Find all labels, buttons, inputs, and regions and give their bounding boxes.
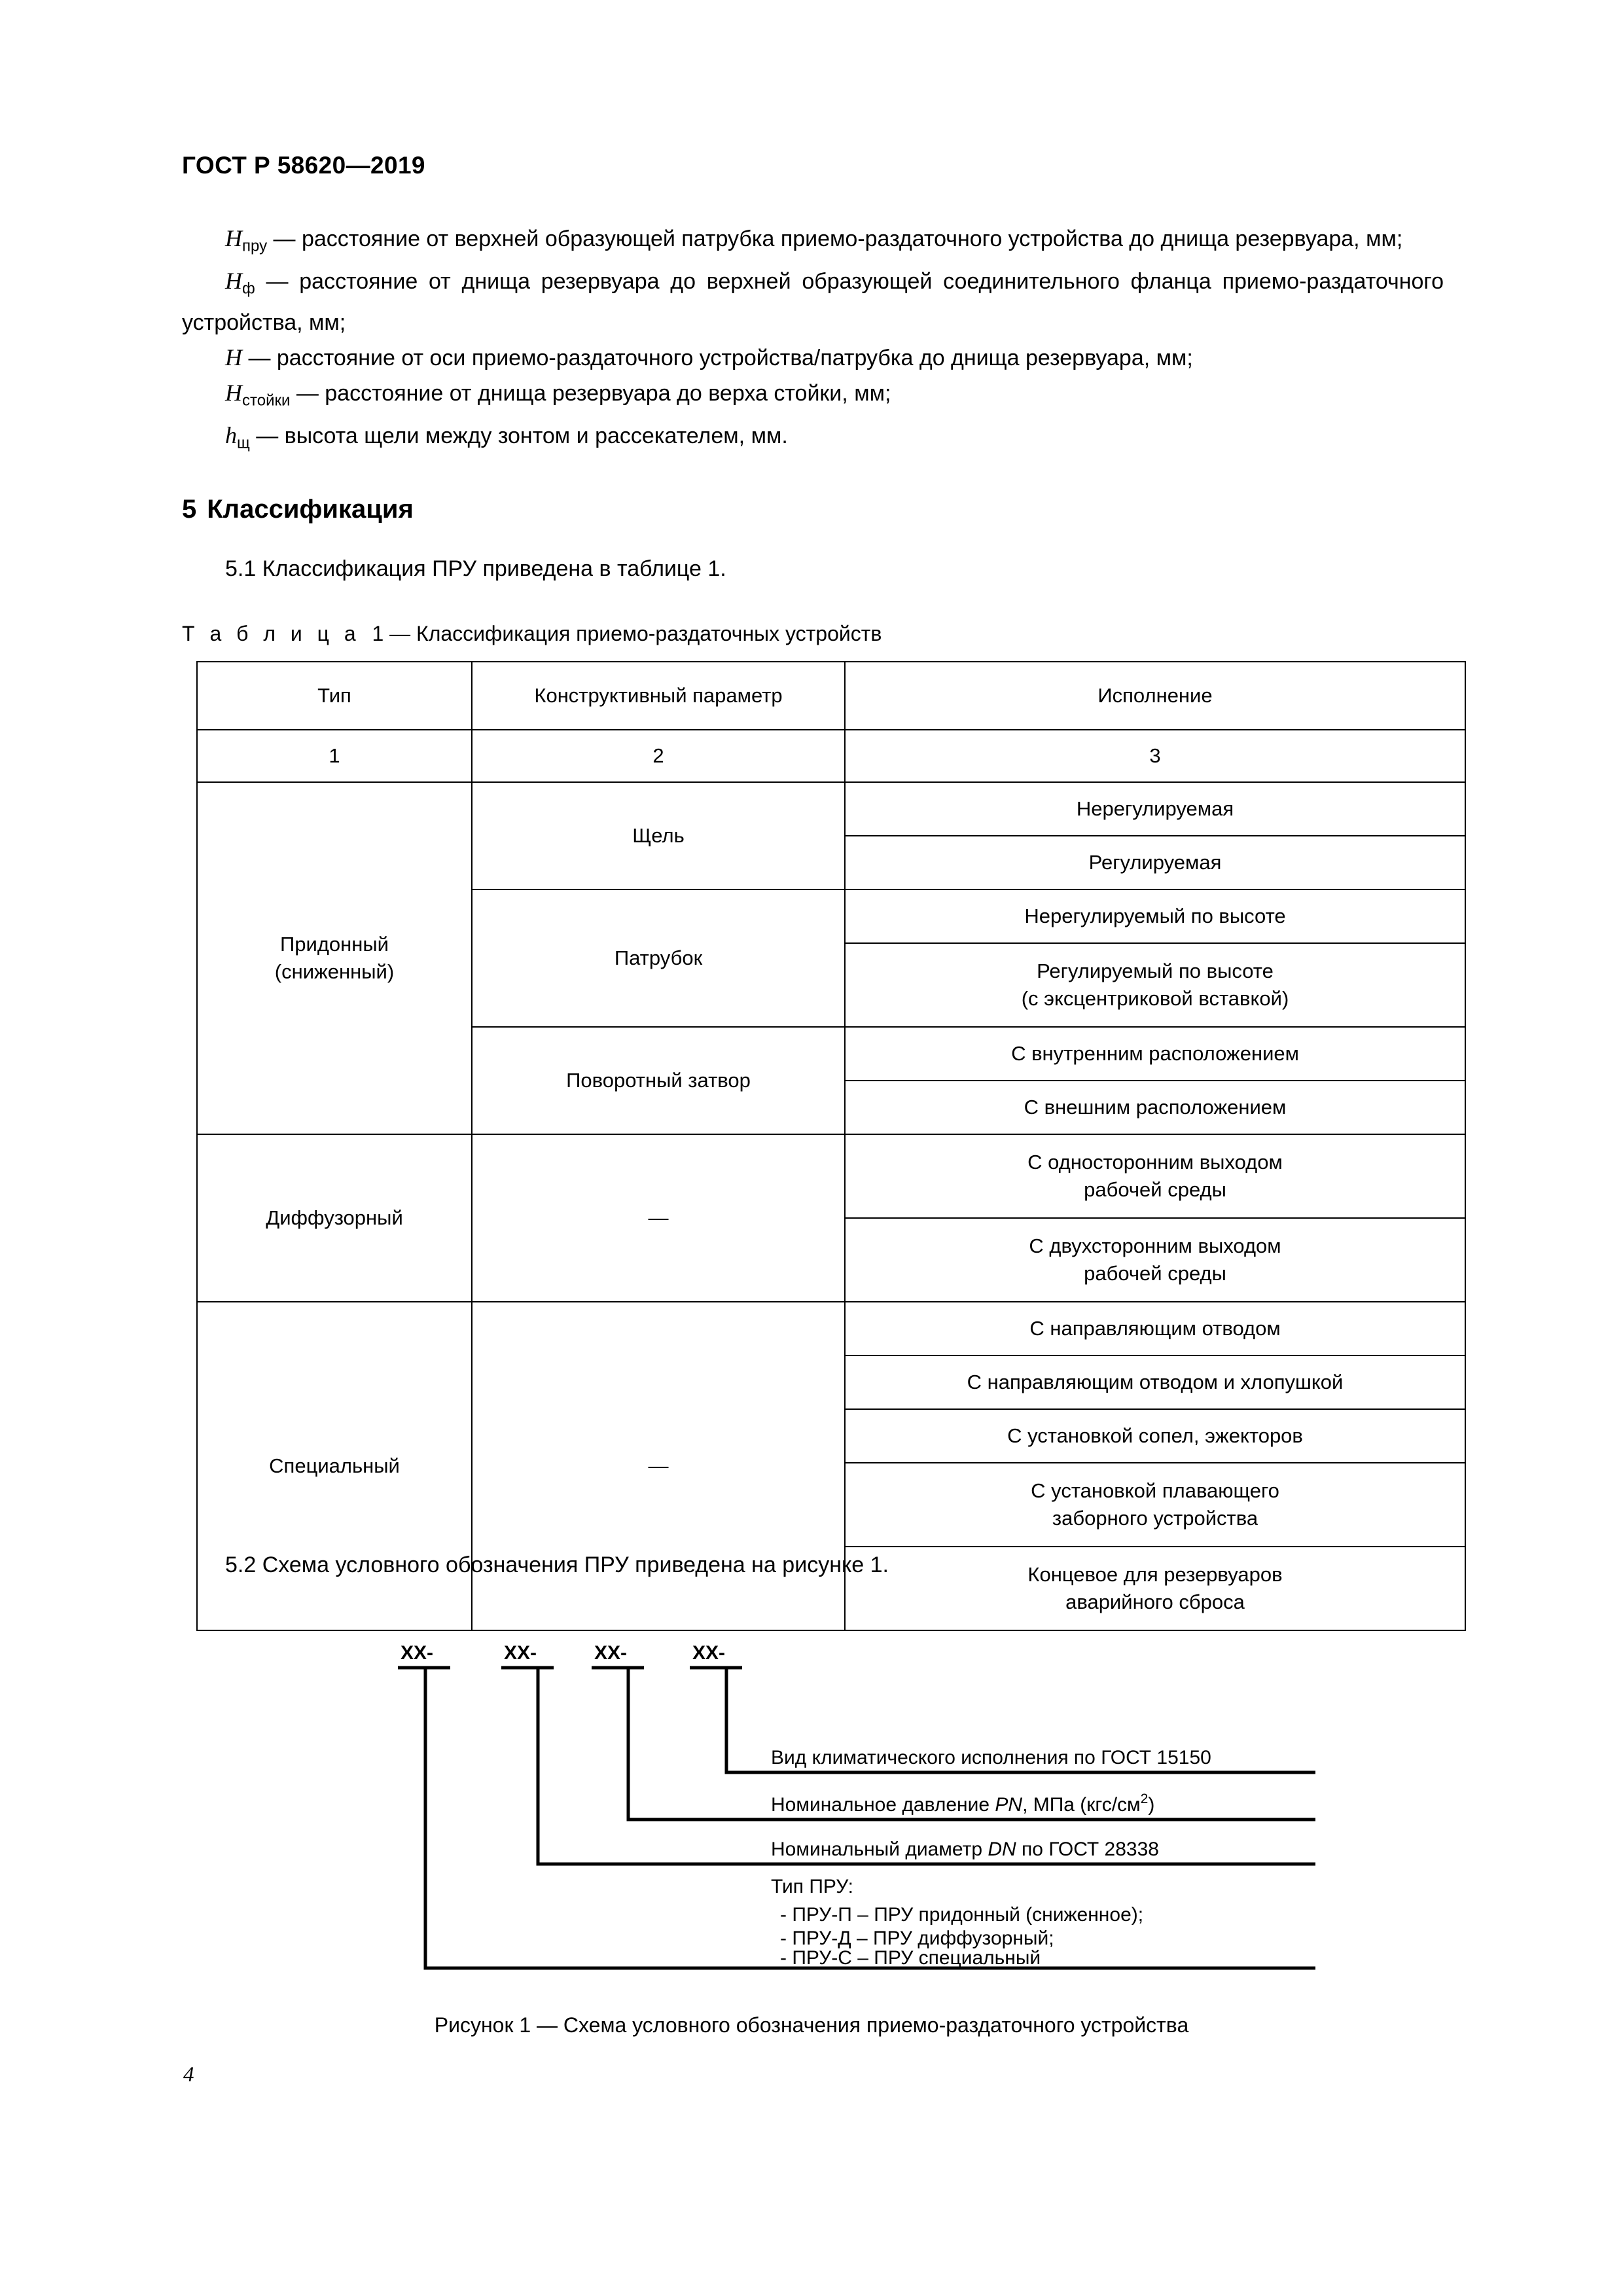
table-caption-dash: — xyxy=(389,622,411,645)
clause-5-2: 5.2 Схема условного обозначения ПРУ приведена на рисунке 1. xyxy=(225,1552,889,1577)
code-group-3: XX- xyxy=(594,1642,628,1664)
option-cell: Нерегулируемый по высоте xyxy=(845,889,1465,943)
table-caption-label: Т а б л и ц а xyxy=(182,622,361,645)
option-cell xyxy=(845,1463,1465,1547)
table-caption-title: Классификация приемо-раздаточных устройств xyxy=(416,622,882,645)
option-cell: С направляющим отводом и хлопушкой xyxy=(845,1355,1465,1409)
option-line-2: аварийного сброса xyxy=(1065,1590,1245,1613)
type-line-2: (сниженный) xyxy=(274,960,395,983)
code-groups xyxy=(401,1642,725,1664)
definition-text: — расстояние от днища резервуара до верхней образующей соединительного фланца приемо-раздаточного устройства, мм; xyxy=(182,268,1444,336)
param-cell-shchel: Щель xyxy=(472,782,845,889)
definition-text: — расстояние от верхней образующей патрубка приемо-раздаточного устройства до днища резервуара, мм; xyxy=(267,226,1403,251)
type-cell-spetsialnyy: Специальный xyxy=(197,1302,472,1630)
section-number: 5 xyxy=(182,495,197,524)
option-line-2: (с эксцентриковой вставкой) xyxy=(1021,987,1289,1010)
param-cell-dash: — xyxy=(472,1134,845,1302)
symbol-H-f: $H_ф$ xyxy=(225,267,255,298)
section-title: Классификация xyxy=(207,495,414,524)
table-caption xyxy=(182,622,882,646)
option-line-2: заборного устройства xyxy=(1052,1507,1258,1530)
table-column-number-row xyxy=(197,730,1465,782)
symbol-H-pru: $H_{пру}$ xyxy=(225,225,268,255)
figure-label-diameter: Номинальный диаметр DN по ГОСТ 28338 xyxy=(771,1839,1159,1860)
param-cell-povorotnyy-zatvor: Поворотный затвор xyxy=(472,1027,845,1134)
option-line-2: рабочей среды xyxy=(1084,1262,1226,1285)
table-header-row xyxy=(197,662,1465,730)
table-header-cell: Конструктивный параметр xyxy=(472,662,845,730)
definition-item xyxy=(182,340,1444,376)
table-row xyxy=(197,1302,1465,1355)
page-number: 4 xyxy=(183,2063,194,2087)
option-cell: С направляющим отводом xyxy=(845,1302,1465,1355)
table-row xyxy=(197,1134,1465,1218)
table-row xyxy=(197,782,1465,836)
option-line-2: рабочей среды xyxy=(1084,1178,1226,1201)
param-cell-dash: — xyxy=(472,1302,845,1630)
option-cell xyxy=(845,1218,1465,1302)
definition-text: — расстояние от днища резервуара до верха стойки, мм; xyxy=(290,381,891,406)
option-line-1: Концевое для резервуаров xyxy=(1027,1563,1283,1586)
table-header-cell: Тип xyxy=(197,662,472,730)
figure-label-climatic: Вид климатического исполнения по ГОСТ 15150 xyxy=(771,1747,1211,1768)
symbol-H: H xyxy=(225,344,242,371)
definition-item xyxy=(182,264,1444,341)
classification-table-wrapper xyxy=(196,661,1466,1631)
figure-caption: Рисунок 1 — Схема условного обозначения приемо-раздаточного устройства xyxy=(434,2013,1189,2037)
option-cell: С установкой сопел, эжекторов xyxy=(845,1409,1465,1463)
type-cell-pridonnyy xyxy=(197,782,472,1134)
figure-type-item-2: - ПРУ-Д – ПРУ диффузорный; xyxy=(780,1928,1054,1949)
option-line-1: Регулируемый по высоте xyxy=(1037,960,1274,982)
definition-item xyxy=(182,376,1444,418)
symbol-definitions xyxy=(182,221,1444,461)
column-number: 1 xyxy=(197,730,472,782)
option-line-1: С установкой плавающего xyxy=(1031,1479,1279,1502)
figure-type-item-3: - ПРУ-С – ПРУ специальный xyxy=(780,1947,1041,1969)
section-heading xyxy=(182,495,414,524)
option-cell xyxy=(845,1134,1465,1218)
option-cell: С внутренним расположением xyxy=(845,1027,1465,1081)
figure-type-block-title: Тип ПРУ: xyxy=(771,1876,853,1897)
param-cell-patrubok: Патрубок xyxy=(472,889,845,1027)
option-cell xyxy=(845,943,1465,1027)
symbol-H-stoyki: $H_{стойки}$ xyxy=(225,380,291,410)
definition-item xyxy=(182,418,1444,461)
document-header: ГОСТ Р 58620—2019 xyxy=(182,152,425,179)
type-line-1: Придонный xyxy=(279,933,389,956)
option-line-1: С двухсторонним выходом xyxy=(1029,1234,1281,1257)
table-header-cell: Исполнение xyxy=(845,662,1465,730)
symbol-h-shch: $h_щ$ xyxy=(225,422,250,452)
figure-type-item-1: - ПРУ-П – ПРУ придонный (сниженное); xyxy=(780,1904,1144,1926)
column-number: 2 xyxy=(472,730,845,782)
option-cell: Регулируемая xyxy=(845,836,1465,889)
code-group-4: XX- xyxy=(692,1642,726,1664)
option-line-1: С односторонним выходом xyxy=(1027,1151,1283,1174)
definition-text: — высота щели между зонтом и рассекателем, мм. xyxy=(249,423,788,449)
definition-text: — расстояние от оси приемо-раздаточного устройства/патрубка до днища резервуара, мм; xyxy=(242,346,1193,371)
clause-5-1: 5.1 Классификация ПРУ приведена в таблице 1. xyxy=(225,556,726,581)
definition-item xyxy=(182,221,1444,264)
code-group-2: XX- xyxy=(504,1642,537,1664)
code-group-1: XX- xyxy=(401,1642,434,1664)
designation-scheme-figure xyxy=(0,1623,1623,1990)
option-cell: С внешним расположением xyxy=(845,1081,1465,1134)
figure-label-pressure: Номинальное давление PN, МПа $(кгс/см^2)$ xyxy=(771,1791,1155,1816)
type-cell-diffuzornyy: Диффузорный xyxy=(197,1134,472,1302)
table-caption-number: 1 xyxy=(372,622,384,645)
classification-table xyxy=(196,661,1466,1631)
option-cell: Нерегулируемая xyxy=(845,782,1465,836)
column-number: 3 xyxy=(845,730,1465,782)
